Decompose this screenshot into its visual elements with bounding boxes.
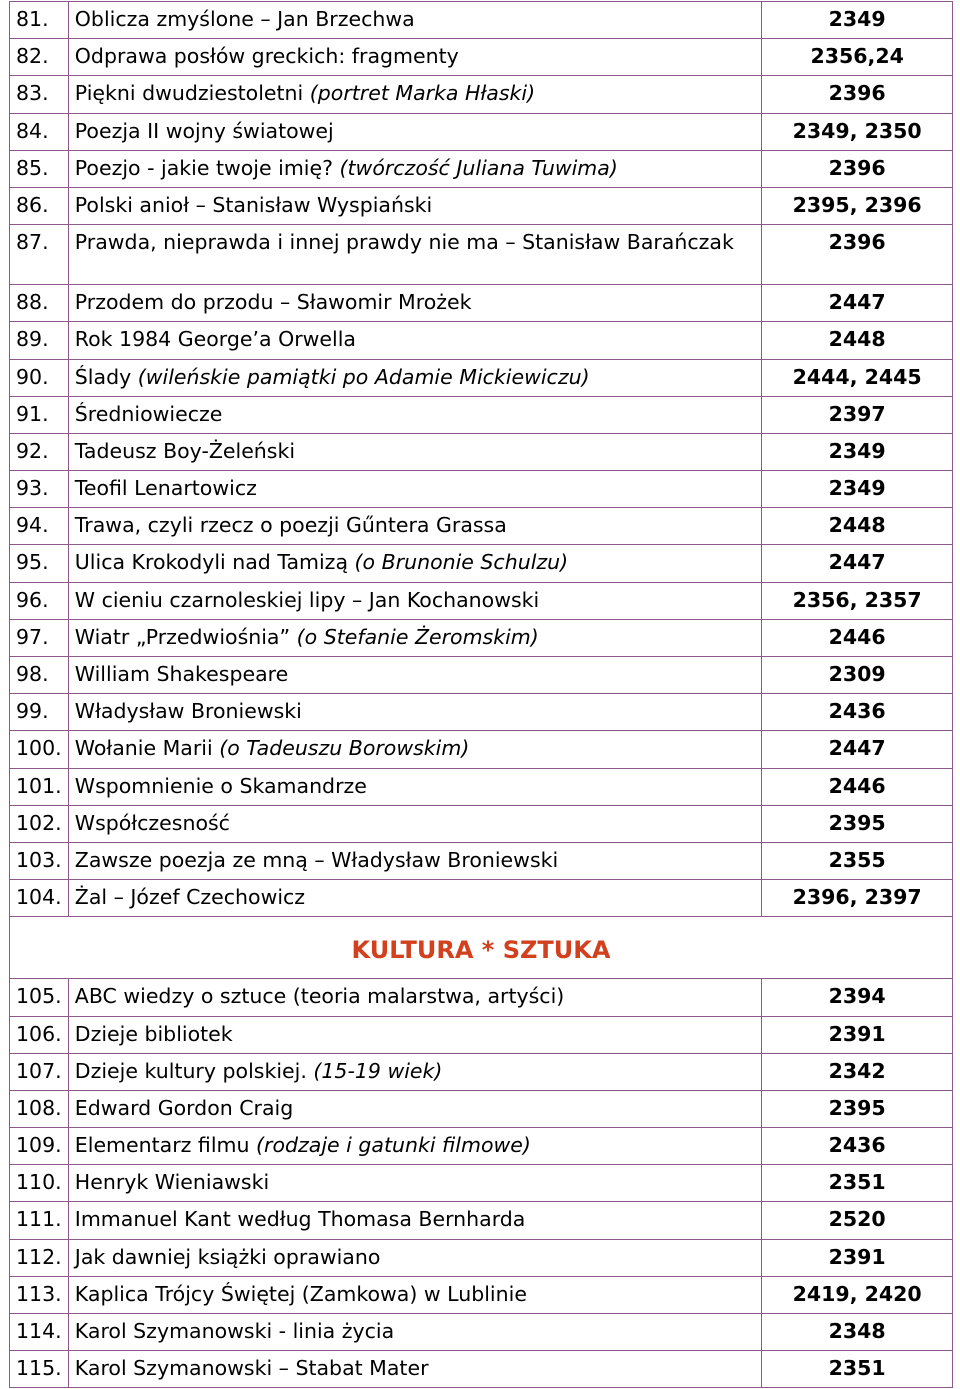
table-row [10,694,953,731]
entry-pages: 2395 [762,1090,953,1127]
entry-number: 85. [10,150,69,187]
table-row [10,433,953,470]
entry-title: Poezja II wojny światowej [74,118,334,143]
table-row [10,187,953,224]
entry-pages: 2446 [762,619,953,656]
entry-number: 108. [10,1090,69,1127]
table-row [10,545,953,582]
entry-number: 97. [10,619,69,656]
entry-title-cell [68,1016,762,1053]
entry-note: (twórczość Juliana Tuwima) [339,155,618,180]
entry-title: Wiatr „Przedwiośnia” [74,624,297,649]
entry-number: 95. [10,545,69,582]
entry-title-cell [68,1165,762,1202]
entry-title-cell [68,768,762,805]
entry-title-cell [68,187,762,224]
table-row [10,805,953,842]
entry-number: 99. [10,694,69,731]
entry-title: Karol Szymanowski - linia życia [74,1319,395,1343]
entry-title: Trawa, czyli rzecz o poezji Gűntera Grassa [74,513,507,538]
entry-title-cell [68,508,762,545]
entry-pages: 2391 [762,1016,953,1053]
entry-title-cell [68,76,762,113]
entry-pages: 2448 [762,508,953,545]
entry-title-cell [68,1351,762,1388]
entry-number: 114. [10,1314,69,1351]
entry-title-cell [68,39,762,76]
entry-title-cell [68,150,762,187]
entry-title: Współczesność [74,810,230,835]
entry-title: Oblicza zmyślone – Jan Brzechwa [74,7,415,31]
entry-note: (portret Marka Hłaski) [309,81,536,106]
entry-number: 111. [10,1202,69,1239]
entry-pages: 2447 [762,545,953,582]
entry-pages: 2309 [762,657,953,694]
entry-title-cell [68,619,762,656]
entry-number: 115. [10,1351,69,1388]
entry-number: 87. [10,225,69,285]
entry-title: Teofil Lenartowicz [74,476,257,501]
table-row [10,396,953,433]
table-row [10,1090,953,1127]
entry-pages: 2391 [762,1239,953,1276]
entry-pages: 2349 [762,2,953,39]
table-row [10,768,953,805]
entry-note: (o Stefanie Żeromskim) [296,624,539,649]
section-heading: KULTURA * SZTUKA [10,917,953,979]
entry-pages: 2447 [762,731,953,768]
entry-title: Żal – Józef Czechowicz [74,885,306,910]
entry-title: Piękni dwudziestoletni [74,81,310,106]
table-row [10,1165,953,1202]
entry-pages: 2448 [762,322,953,359]
entry-number: 89. [10,322,69,359]
entry-pages: 2355 [762,842,953,879]
table-row [10,1351,953,1388]
entry-title: Odprawa posłów greckich: fragmenty [74,44,459,69]
table-row [10,322,953,359]
entry-pages: 2436 [762,1128,953,1165]
entry-title: Władysław Broniewski [74,699,302,724]
entry-title: Immanuel Kant według Thomasa Bernharda [74,1207,526,1232]
entry-number: 81. [10,2,69,39]
catalog-body [10,2,953,1388]
entry-note: (wileńskie pamiątki po Adamie Mickiewiczu) [137,364,590,389]
entry-pages: 2351 [762,1165,953,1202]
table-row [10,1314,953,1351]
entry-title-cell [68,2,762,39]
entry-pages: 2397 [762,396,953,433]
entry-number: 92. [10,433,69,470]
entry-title: Jak dawniej książki oprawiano [74,1244,381,1269]
entry-title: Henryk Wieniawski [74,1170,270,1195]
entry-number: 86. [10,187,69,224]
entry-number: 110. [10,1165,69,1202]
entry-title: Średniowiecze [74,401,223,426]
entry-title: Polski anioł – Stanisław Wyspiański [74,192,433,217]
table-row [10,471,953,508]
entry-title: Ulica Krokodyli nad Tamizą [74,550,355,575]
entry-title: Dzieje kultury polskiej. [74,1058,314,1083]
entry-title-cell [68,545,762,582]
table-row [10,359,953,396]
entry-pages: 2446 [762,768,953,805]
entry-pages: 2394 [762,979,953,1016]
table-row [10,225,953,285]
entry-note: (o Brunonie Schulzu) [354,550,569,575]
entry-title-cell [68,433,762,470]
entry-number: 91. [10,396,69,433]
entry-number: 84. [10,113,69,150]
entry-title: Wołanie Marii [74,736,220,761]
table-row [10,1053,953,1090]
entry-title: ABC wiedzy o sztuce (teoria malarstwa, artyści) [74,984,565,1009]
entry-title: Tadeusz Boy-Żeleński [74,438,296,463]
entry-title: Kaplica Trójcy Świętej (Zamkowa) w Lublinie [74,1281,527,1306]
entry-pages: 2356, 2357 [762,582,953,619]
entry-title-cell [68,113,762,150]
entry-number: 107. [10,1053,69,1090]
table-row [10,113,953,150]
entry-pages: 2447 [762,285,953,322]
entry-title: Elementarz filmu [74,1133,257,1158]
entry-pages: 2348 [762,1314,953,1351]
entry-number: 109. [10,1128,69,1165]
entry-note: (o Tadeuszu Borowskim) [219,736,470,761]
entry-number: 104. [10,880,69,917]
entry-number: 83. [10,76,69,113]
entry-title: Rok 1984 George’a Orwella [74,327,356,352]
table-row [10,880,953,917]
entry-number: 112. [10,1239,69,1276]
entry-pages: 2396 [762,150,953,187]
table-row [10,1016,953,1053]
entry-title-cell [68,396,762,433]
entry-number: 103. [10,842,69,879]
entry-title-cell [68,1314,762,1351]
entry-pages: 2395 [762,805,953,842]
entry-title-cell [68,1276,762,1313]
entry-number: 105. [10,979,69,1016]
entry-number: 98. [10,657,69,694]
entry-pages: 2349, 2350 [762,113,953,150]
entry-pages: 2356,24 [762,39,953,76]
entry-title: Karol Szymanowski – Stabat Mater [74,1356,429,1381]
entry-pages: 2396, 2397 [762,880,953,917]
table-row [10,979,953,1016]
entry-title-cell [68,1053,762,1090]
entry-note: (rodzaje i gatunki filmowe) [256,1133,531,1158]
entry-pages: 2419, 2420 [762,1276,953,1313]
entry-title-cell [68,359,762,396]
entry-title: Poezjo - jakie twoje imię? [74,155,340,180]
table-row [10,842,953,879]
table-row [10,619,953,656]
entry-title-cell [68,1202,762,1239]
table-row [10,150,953,187]
entry-pages: 2349 [762,433,953,470]
entry-number: 100. [10,731,69,768]
entry-title-cell [68,471,762,508]
entry-title: Ślady [74,364,138,389]
table-row [10,1128,953,1165]
entry-title: Przodem do przodu – Sławomir Mrożek [74,290,472,315]
entry-title-cell [68,1090,762,1127]
entry-pages: 2444, 2445 [762,359,953,396]
entry-title: Dzieje bibliotek [74,1021,233,1046]
table-row [10,2,953,39]
entry-title: Edward Gordon Craig [74,1095,294,1120]
entry-pages: 2396 [762,76,953,113]
entry-title-cell [68,842,762,879]
entry-number: 102. [10,805,69,842]
entry-number: 96. [10,582,69,619]
entry-title-cell [68,1128,762,1165]
entry-title-cell [68,582,762,619]
entry-number: 90. [10,359,69,396]
catalog-table [9,1,953,1388]
table-row [10,285,953,322]
table-row [10,76,953,113]
entry-number: 94. [10,508,69,545]
entry-pages: 2342 [762,1053,953,1090]
table-row [10,39,953,76]
entry-title-cell [68,1239,762,1276]
table-row [10,508,953,545]
entry-pages: 2396 [762,225,953,285]
table-row [10,1202,953,1239]
entry-pages: 2349 [762,471,953,508]
entry-title: Prawda, nieprawda i innej prawdy nie ma – Stanisław Barańczak [68,225,762,285]
table-row [10,582,953,619]
section-heading-row [10,917,953,979]
table-row [10,731,953,768]
entry-title-cell [68,880,762,917]
entry-title-cell [68,979,762,1016]
entry-pages: 2436 [762,694,953,731]
entry-title-cell [68,731,762,768]
entry-number: 82. [10,39,69,76]
entry-title-cell [68,805,762,842]
entry-title: Wspomnienie o Skamandrze [74,773,367,798]
entry-number: 93. [10,471,69,508]
entry-title: Zawsze poezja ze mną – Władysław Broniewski [74,847,559,872]
entry-pages: 2520 [762,1202,953,1239]
entry-pages: 2395, 2396 [762,187,953,224]
entry-title-cell [68,285,762,322]
entry-number: 88. [10,285,69,322]
entry-title-cell [68,694,762,731]
entry-title-cell [68,322,762,359]
entry-title-cell [68,657,762,694]
entry-number: 101. [10,768,69,805]
table-row [10,657,953,694]
entry-note: (15-19 wiek) [313,1058,443,1083]
entry-number: 106. [10,1016,69,1053]
entry-title: William Shakespeare [74,662,289,686]
table-row [10,1276,953,1313]
entry-title: W cieniu czarnoleskiej lipy – Jan Kochanowski [74,587,540,612]
entry-pages: 2351 [762,1351,953,1388]
table-row [10,1239,953,1276]
entry-number: 113. [10,1276,69,1313]
